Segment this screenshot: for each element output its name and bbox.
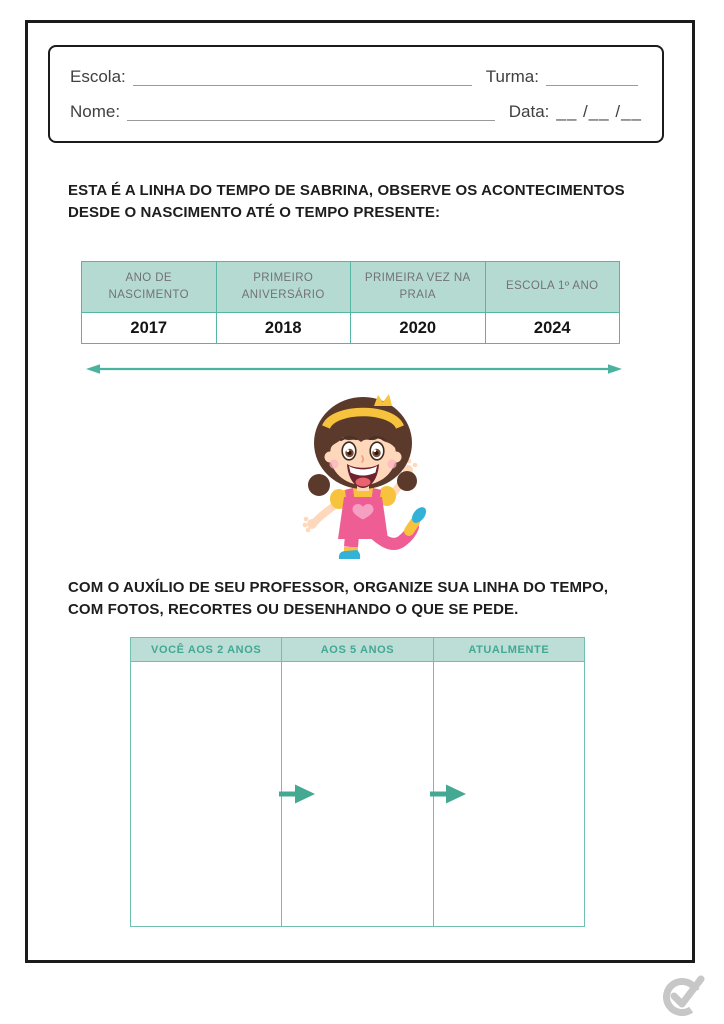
right-arrow-icon [279,783,317,805]
timeline-value-2017: 2017 [82,313,217,344]
activity-table [130,637,585,927]
timeline-table-value-row [82,313,620,344]
dancing-girl-illustration [288,391,438,563]
escola-writein-line [133,67,472,86]
activity-instruction-line1: COM O AUXÍLIO DE SEU PROFESSOR, ORGANIZE SUA LINHA DO TEMPO, [68,579,609,596]
timeline-header-nascimento: ANO DE NASCIMENTO [82,262,217,313]
nome-label: Nome: [70,102,121,121]
activity-table-header-row [131,638,585,662]
data-label: Data: [508,102,550,121]
activity-cell-2anos [131,662,282,927]
nome-writein-line [127,102,495,121]
form-row-escola-turma [70,66,642,87]
timeline-value-2024: 2024 [485,313,620,344]
turma-writein-line [546,67,638,86]
date-writein-blanks: __ /__ /__ [556,102,642,121]
activity-instruction [68,577,608,621]
turma-label: Turma: [485,67,539,86]
timeline-table [81,261,620,344]
timeline-value-2020: 2020 [351,313,486,344]
intro-instruction-line1: ESTA É A LINHA DO TEMPO DE SABRINA, OBSERVE OS ACONTECIMENTOS [68,182,625,199]
activity-instruction-line2: COM FOTOS, RECORTES OU DESENHANDO O QUE SE PEDE. [68,601,519,618]
timeline-header-escola: ESCOLA 1º ANO [485,262,620,313]
timeline-value-2018: 2018 [216,313,351,344]
check-circle-logo-icon [660,971,710,1019]
activity-header-atualmente: ATUALMENTE [433,638,584,662]
right-arrow-icon [430,783,468,805]
timeline-double-arrow-icon [86,362,622,376]
timeline-header-praia: PRIMEIRA VEZ NA PRAIA [351,262,486,313]
timeline-header-aniversario: PRIMEIRO ANIVERSÁRIO [216,262,351,313]
student-info-box [48,45,664,143]
form-row-nome-data [70,101,642,122]
activity-header-5anos: AOS 5 ANOS [282,638,433,662]
activity-table-body-row [131,662,585,927]
timeline-table-header-row [82,262,620,313]
escola-label: Escola: [70,67,126,86]
intro-instruction-line2: DESDE O NASCIMENTO ATÉ O TEMPO PRESENTE: [68,204,441,221]
activity-header-2anos: VOCÊ AOS 2 ANOS [131,638,282,662]
intro-instruction [68,180,625,224]
